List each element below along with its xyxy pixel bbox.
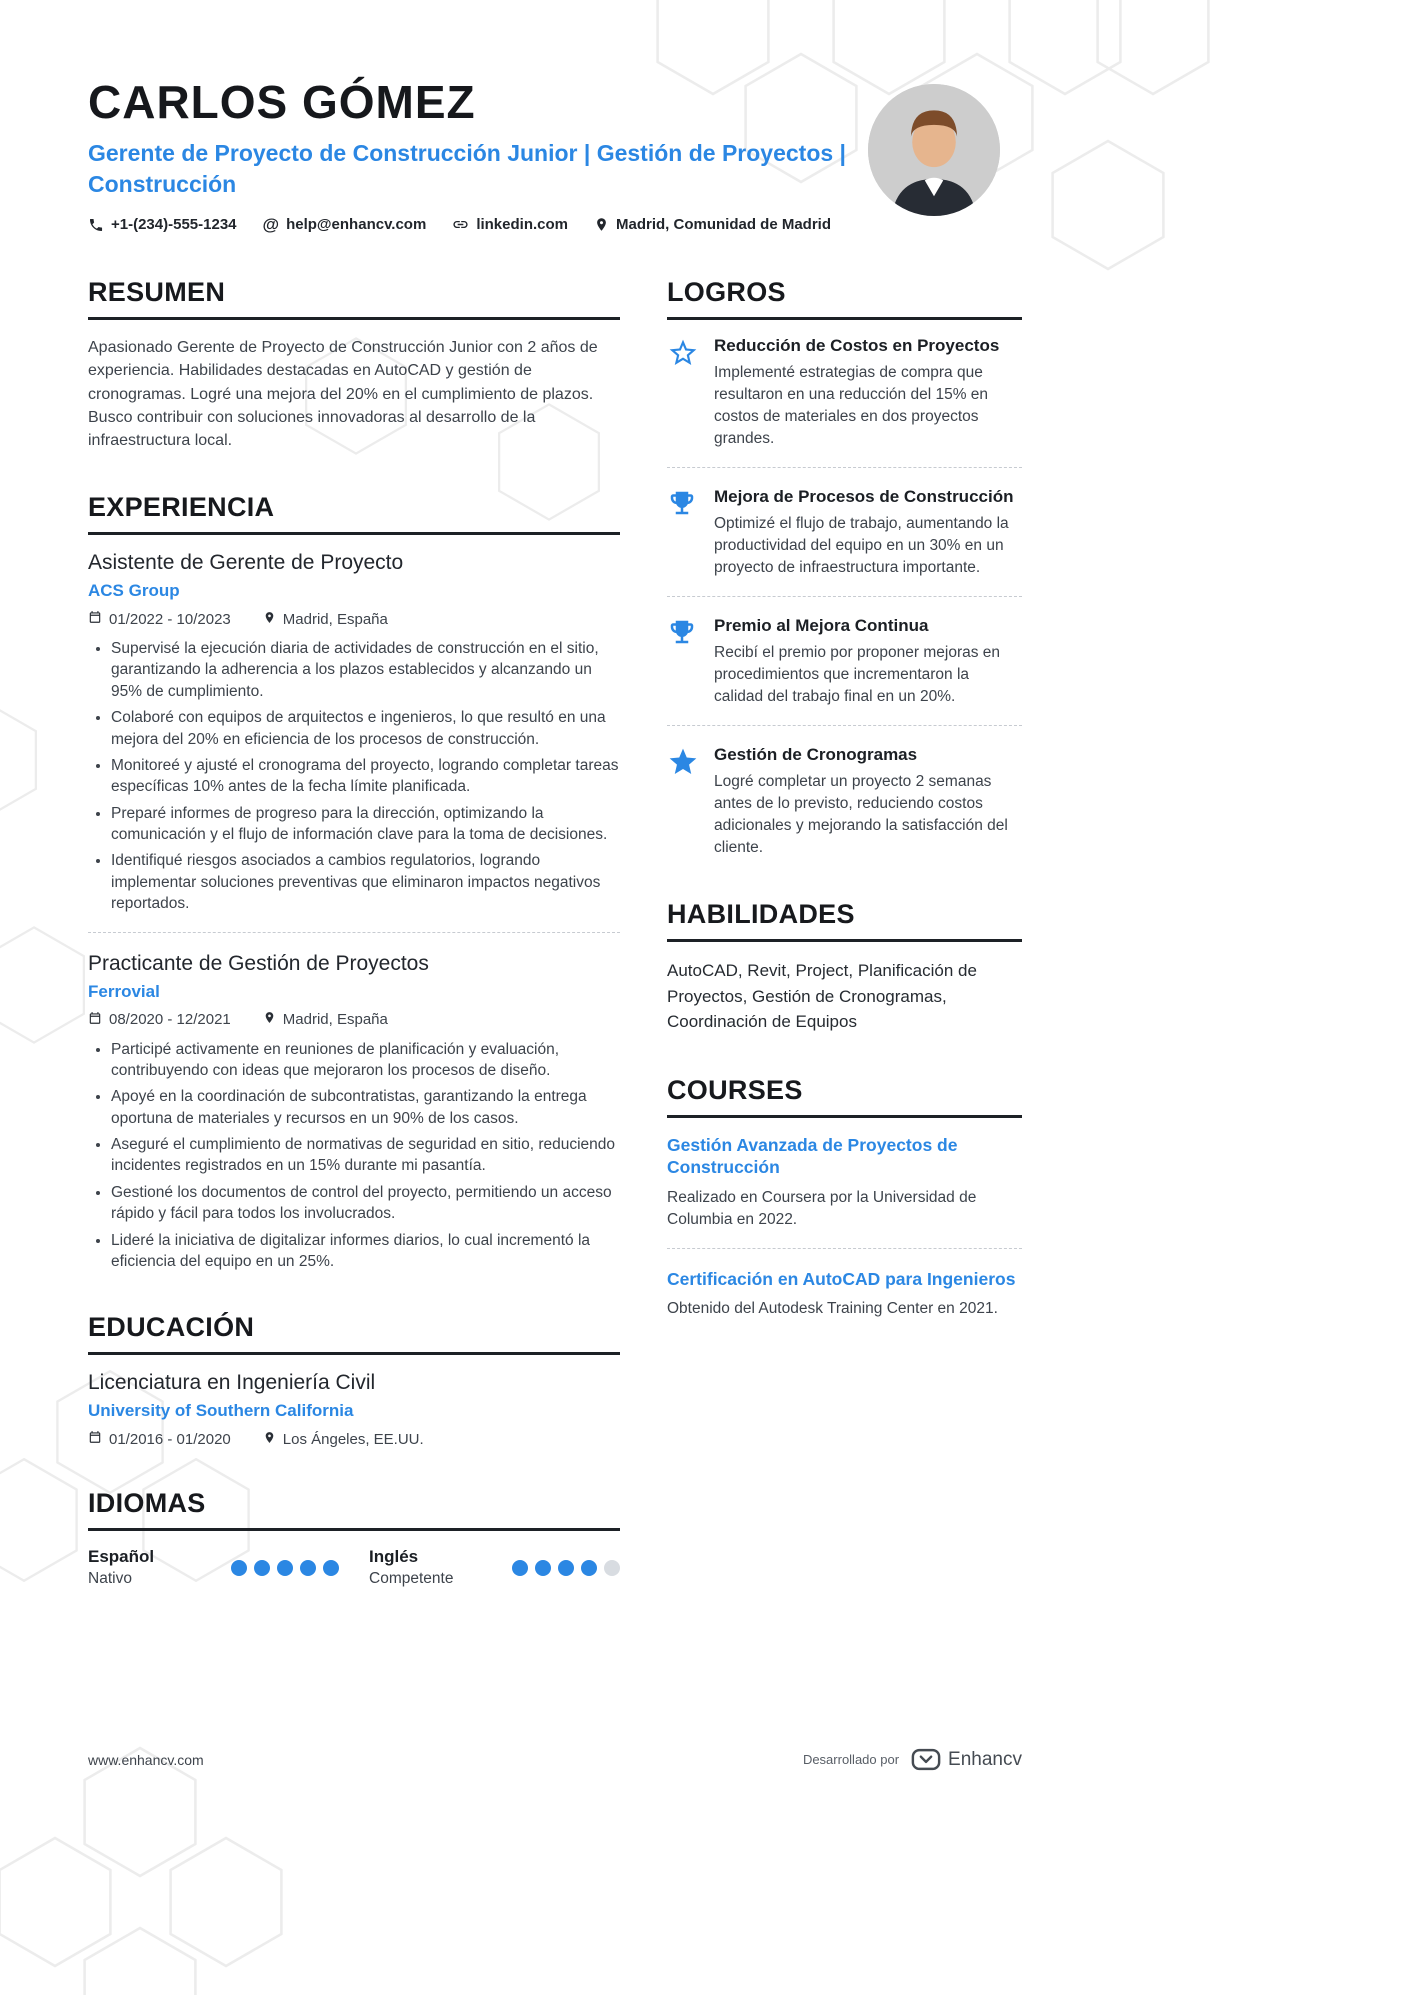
- language-name: Español: [88, 1547, 155, 1567]
- job-meta: [88, 1011, 620, 1029]
- courses-section: [667, 1075, 1022, 1320]
- location-icon: [263, 1011, 276, 1028]
- achievement-body: [714, 616, 1022, 708]
- bullet-item: • Identifiqué riesgos asociados a cambios regulatorios, logrando implementar soluciones preventivas que eliminaron impactos negativos reportados.: [111, 850, 620, 914]
- enhancv-logo[interactable]: [911, 1748, 1022, 1771]
- bullet-item: • Preparé informes de progreso para la dirección, optimizando la comunicación y el flujo de información clave para la toma de decisiones.: [111, 803, 620, 846]
- linkedin-contact[interactable]: [452, 216, 568, 233]
- course-text: Obtenido del Autodesk Training Center en 2021.: [667, 1300, 998, 1318]
- achievement-text: Implementé estrategias de compra que resultaron en una reducción del 15% en costos de materiales en dos proyectos grandes.: [714, 364, 989, 448]
- location-icon: [594, 217, 609, 232]
- achievement-text: Recibí el premio por proponer mejoras en procedimientos que incrementaron la calidad del trabajo final en un 20%.: [714, 644, 1001, 706]
- achievement-title: Gestión de Cronogramas: [714, 745, 918, 765]
- job-meta: [88, 610, 620, 628]
- degree-title: Licenciatura en Ingeniería Civil: [88, 1371, 376, 1395]
- enhancv-logo-icon: [911, 1748, 941, 1771]
- course-item: [667, 1134, 1022, 1231]
- bullet-item: • Apoyé en la coordinación de subcontratistas, garantizando la entrega oportuna de materiales y recursos en un 90% de los casos.: [111, 1086, 620, 1129]
- profile-photo-placeholder: [868, 84, 1000, 216]
- education-dates: [88, 1430, 231, 1448]
- enhancv-brand-name: Enhancv: [948, 1748, 1022, 1770]
- email-address: help@enhancv.com: [286, 216, 427, 234]
- bullet-item: • Gestioné los documentos de control del proyecto, permitiendo un acceso rápido y fácil para todos los involucrados.: [111, 1182, 620, 1225]
- education-location: [263, 1431, 424, 1448]
- language-level: Competente: [369, 1570, 454, 1588]
- powered-by-label: Desarrollado por: [802, 1752, 900, 1767]
- education-location-text: Los Ángeles, EE.UU.: [282, 1430, 424, 1448]
- level-dot: [277, 1560, 293, 1576]
- job-entry: [88, 952, 620, 1273]
- resumen-heading: RESUMEN: [88, 277, 620, 320]
- email-contact[interactable]: [263, 216, 427, 233]
- level-dot: [300, 1560, 316, 1576]
- level-dot: [254, 1560, 270, 1576]
- achievement-item: [667, 336, 1022, 450]
- logros-section: [667, 277, 1022, 859]
- resume-page: [88, 0, 1022, 1628]
- profile-photo: [868, 84, 1000, 216]
- resumen-text: Apasionado Gerente de Proyecto de Construcción Junior con 2 años de experiencia. Habilidades destacadas en AutoCAD y gestión de cronogramas. Logré una mejora del 20% en el cumplimiento de plazos. Busco contribuir con soluciones innovadoras al desarrollo de la infraestructura local.: [88, 339, 598, 449]
- calendar-icon: [88, 1430, 102, 1448]
- trophy-icon: [667, 487, 701, 579]
- habilidades-heading: HABILIDADES: [667, 899, 1022, 942]
- job-bullets: [88, 1039, 620, 1273]
- level-dot: [604, 1560, 620, 1576]
- star-filled-icon: [667, 745, 701, 859]
- bullet-item: • Lideré la iniciativa de digitalizar informes diarios, lo cual incrementó la eficiencia del equipo en un 25%.: [111, 1230, 620, 1273]
- achievement-text: Optimizé el flujo de trabajo, aumentando la productividad del equipo en un 30% en un proyecto de infraestructura importante.: [714, 515, 1009, 577]
- education-meta: [88, 1430, 620, 1448]
- language-name: Inglés: [369, 1547, 419, 1567]
- job-title: Practicante de Gestión de Proyectos: [88, 951, 429, 975]
- link-icon: [452, 216, 469, 233]
- website-link[interactable]: www.enhancv.com: [88, 1751, 204, 1768]
- candidate-title: Gerente de Proyecto de Construcción Junior | Gestión de Proyectos | Construcción: [88, 140, 846, 197]
- level-dot: [512, 1560, 528, 1576]
- achievement-item: [667, 745, 1022, 859]
- resume-header: [88, 75, 1022, 233]
- dashed-divider: [667, 1248, 1022, 1249]
- job-location: [263, 1011, 388, 1028]
- language-level-dots: [512, 1560, 620, 1576]
- bullet-item: • Colaboré con equipos de arquitectos e ingenieros, lo que resultó en una mejora del 20% en eficiencia de los procesos de construcción.: [111, 707, 620, 750]
- level-dot: [535, 1560, 551, 1576]
- star-outline-icon: [667, 336, 701, 450]
- linkedin-url: linkedin.com: [476, 216, 568, 234]
- achievement-body: [714, 745, 1022, 859]
- location-icon: [263, 611, 276, 628]
- achievement-title: Reducción de Costos en Proyectos: [714, 336, 1000, 356]
- trophy-icon: [667, 616, 701, 708]
- languages-row: [88, 1547, 620, 1588]
- calendar-icon: [88, 1011, 102, 1029]
- language-level: Nativo: [88, 1570, 132, 1588]
- course-text: Realizado en Coursera por la Universidad de Columbia en 2022.: [667, 1189, 977, 1228]
- language-level-dots: [231, 1560, 339, 1576]
- left-column: [88, 277, 620, 1628]
- right-column: [667, 277, 1022, 1628]
- idiomas-section: [88, 1488, 620, 1588]
- dashed-divider: [667, 467, 1022, 468]
- language-item: [369, 1547, 620, 1588]
- powered-by: [803, 1748, 1022, 1771]
- level-dot: [558, 1560, 574, 1576]
- course-title: Gestión Avanzada de Proyectos de Construcción: [667, 1134, 958, 1178]
- education-dates-text: 01/2016 - 01/2020: [109, 1430, 231, 1448]
- level-dot: [581, 1560, 597, 1576]
- job-bullets: [88, 638, 620, 915]
- achievement-item: [667, 616, 1022, 708]
- phone-number: +1-(234)-555-1234: [111, 216, 237, 234]
- job-location: [263, 611, 388, 628]
- phone-icon: [88, 217, 104, 233]
- language-labels: [88, 1547, 154, 1588]
- calendar-icon: [88, 610, 102, 628]
- candidate-name: CARLOS GÓMEZ: [88, 76, 476, 128]
- job-title: Asistente de Gerente de Proyecto: [88, 551, 404, 575]
- company-name: Ferrovial: [88, 981, 160, 1001]
- educacion-section: [88, 1312, 620, 1448]
- resumen-section: [88, 277, 620, 452]
- location-text: Madrid, Comunidad de Madrid: [616, 216, 832, 234]
- job-dates-text: 08/2020 - 12/2021: [109, 1011, 231, 1029]
- level-dot: [231, 1560, 247, 1576]
- location-contact: [594, 216, 831, 233]
- logros-heading: LOGROS: [667, 277, 1022, 320]
- bullet-item: • Supervisé la ejecución diaria de actividades de construcción en el sitio, garantizando la adherencia a los plazos establecidos y alcanzando un 95% de cumplimiento.: [111, 638, 620, 702]
- language-item: [88, 1547, 339, 1588]
- job-entry: [88, 551, 620, 915]
- courses-heading: COURSES: [667, 1075, 1022, 1118]
- skills-list-text: AutoCAD, Revit, Project, Planificación de Proyectos, Gestión de Cronogramas, Coordinación de Equipos: [667, 961, 977, 1032]
- achievement-body: [714, 487, 1022, 579]
- contact-row: [88, 216, 1022, 233]
- experiencia-section: [88, 492, 620, 1272]
- page-footer: [88, 1748, 1022, 1771]
- idiomas-heading: IDIOMAS: [88, 1488, 620, 1531]
- dashed-divider: [667, 596, 1022, 597]
- phone-contact[interactable]: [88, 216, 237, 233]
- course-item: [667, 1268, 1022, 1320]
- company-name: ACS Group: [88, 581, 180, 601]
- habilidades-section: [667, 899, 1022, 1035]
- educacion-heading: EDUCACIÓN: [88, 1312, 620, 1355]
- job-dates: [88, 1011, 231, 1029]
- bullet-item: • Aseguré el cumplimiento de normativas de seguridad en sitio, reduciendo incidentes registrados en un 15% durante mi pasantía.: [111, 1134, 620, 1177]
- job-location-text: Madrid, España: [282, 1011, 388, 1029]
- achievement-title: Mejora de Procesos de Construcción: [714, 487, 1014, 507]
- school-name: University of Southern California: [88, 1401, 354, 1421]
- bullet-item: • Participé activamente en reuniones de planificación y evaluación, contribuyendo con ideas que mejoraron los procesos de diseño.: [111, 1039, 620, 1082]
- course-title: Certificación en AutoCAD para Ingenieros: [667, 1268, 1016, 1289]
- dashed-divider: [88, 932, 620, 933]
- resume-columns: [88, 277, 1022, 1628]
- dashed-divider: [667, 725, 1022, 726]
- job-dates: [88, 610, 231, 628]
- achievement-body: [714, 336, 1022, 450]
- experiencia-heading: EXPERIENCIA: [88, 492, 620, 535]
- location-icon: [263, 1431, 276, 1448]
- language-labels: [369, 1547, 453, 1588]
- email-icon: @: [262, 215, 280, 235]
- job-dates-text: 01/2022 - 10/2023: [109, 610, 231, 628]
- achievement-item: [667, 487, 1022, 579]
- job-location-text: Madrid, España: [282, 610, 388, 628]
- level-dot: [323, 1560, 339, 1576]
- achievement-text: Logré completar un proyecto 2 semanas antes de lo previsto, reduciendo costos adicionales y mejorando la satisfacción del cliente.: [714, 773, 1008, 857]
- bullet-item: • Monitoreé y ajusté el cronograma del proyecto, logrando completar tareas específicas 10% antes de la fecha límite planificada.: [111, 755, 620, 798]
- achievement-title: Premio al Mejora Continua: [714, 616, 929, 636]
